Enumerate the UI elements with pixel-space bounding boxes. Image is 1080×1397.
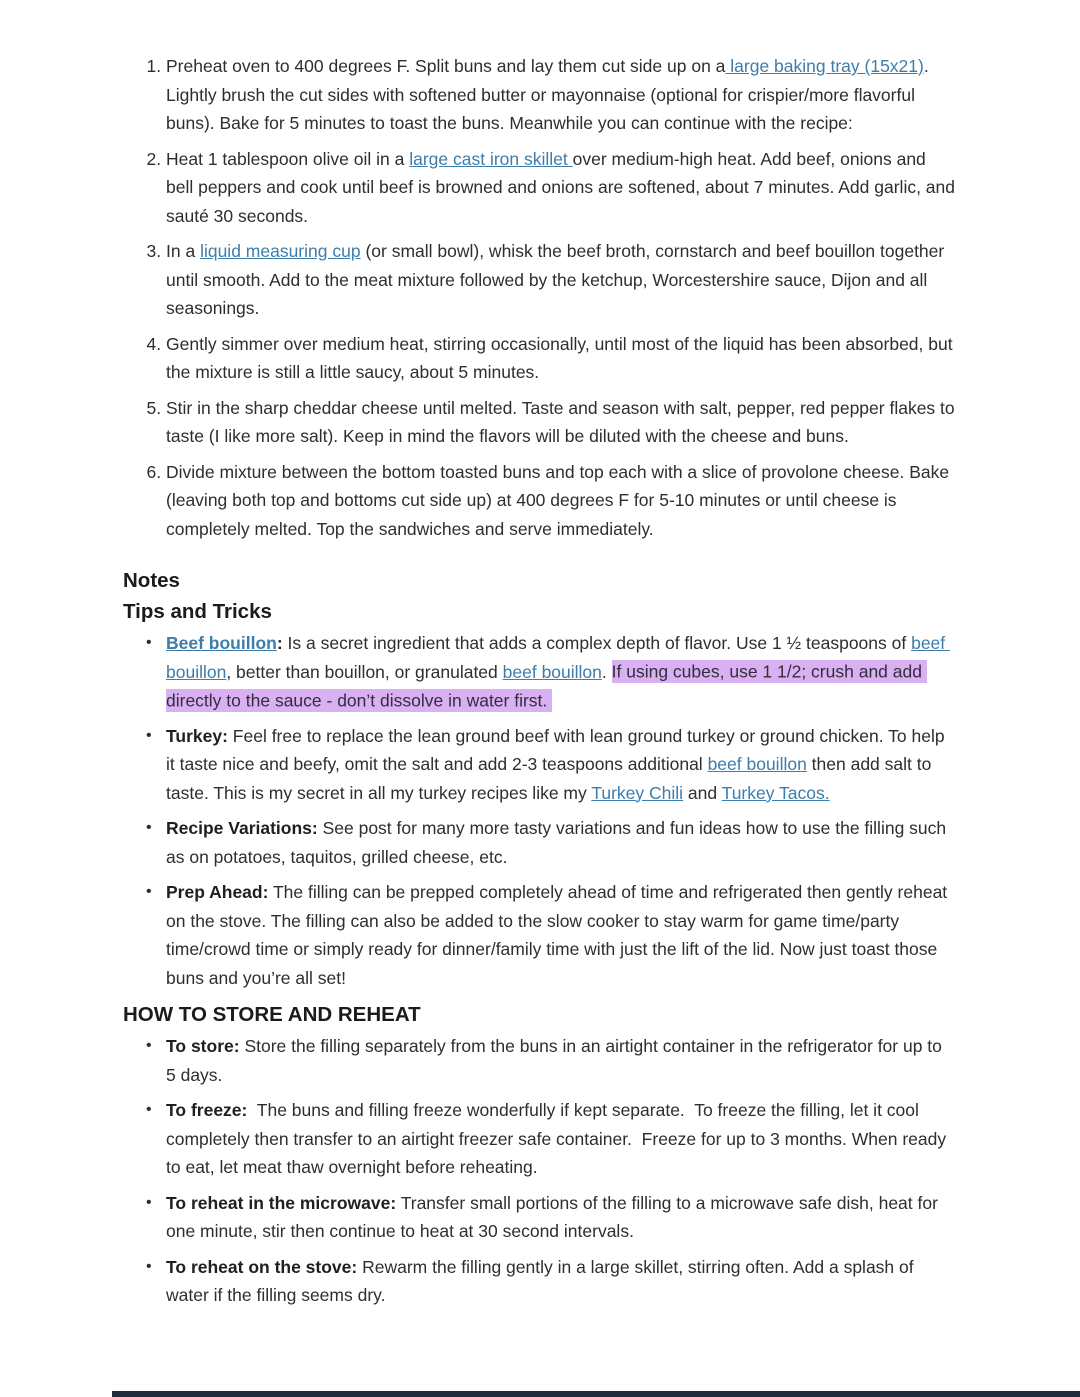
text-segment: To reheat in the microwave:	[166, 1192, 397, 1213]
text-segment: Prep Ahead:	[166, 882, 269, 902]
storage-item	[166, 1096, 955, 1182]
text-segment: .	[601, 661, 612, 682]
text-segment: Store the filling separately from the buns in an airtight container in the refrigerator for up to 5 days.	[166, 1036, 947, 1085]
link-turkey-tacos[interactable]: Turkey Tacos.	[721, 782, 830, 803]
link-beef-bouillon[interactable]: beef bouillon	[502, 661, 602, 682]
text-segment: Rewarm the filling gently in a large skillet, stirring often. Add a splash of water if the filling seems dry.	[166, 1256, 919, 1305]
storage-item	[166, 1189, 955, 1246]
text-segment: To store:	[166, 1036, 240, 1056]
instruction-step	[166, 145, 960, 231]
instruction-step	[166, 52, 955, 138]
link-turkey-chili[interactable]: Turkey Chili	[591, 782, 684, 803]
text-segment: (or small bowl), whisk the beef broth, cornstarch and beef bouillon together until smooth. Add to the meat mixture followed by the ketchup, Worcestershire sauce, Dijon and all seasonings.	[166, 241, 950, 318]
text-segment: Gently simmer over medium heat, stirring occasionally, until most of the liquid has been absorbed, but the mixture is still a little saucy, about 5 minutes.	[166, 333, 958, 382]
text-segment: Is a secret ingredient that adds a complex depth of flavor. Use 1 ½ teaspoons of	[282, 633, 912, 653]
instruction-step	[166, 394, 960, 451]
text-segment: then add salt to taste. This is my secret in all my turkey recipes like my	[166, 754, 937, 803]
link-beef-bouillon[interactable]: beef bouillon	[707, 754, 807, 774]
text-segment: To freeze:	[166, 1100, 248, 1120]
partial-footer-bar	[112, 1391, 1080, 1397]
text-segment: Transfer small portions of the filling to a microwave safe dish, heat for one minute, stir then continue to heat at 30 second intervals.	[166, 1192, 943, 1241]
instruction-step	[166, 458, 955, 544]
notes-heading: Notes	[123, 569, 180, 592]
text-segment: over medium-high heat. Add beef, onions and bell peppers and cook until beef is browned and onions are softened, about 7 minutes. Add garlic, and sauté 30 seconds.	[166, 148, 960, 226]
link-beef-bouillon[interactable]: Beef bouillon	[166, 633, 277, 653]
highlighted-text: If using cubes, use 1 1/2; crush and add directly to the sauce - don’t dissolve in water first.	[166, 661, 927, 710]
storage-item	[166, 1253, 955, 1310]
storage-item	[166, 1032, 955, 1089]
text-segment: . Lightly brush the cut sides with softened butter or mayonnaise (optional for crispier/more flavorful buns). Bake for 5 minutes to toast the buns. Meanwhile you can continue with the recipe:	[166, 56, 934, 133]
text-segment: Preheat oven to 400 degrees F. Split buns and lay them cut side up on a	[166, 56, 726, 76]
storage-list	[123, 1032, 955, 1310]
text-segment: The buns and filling freeze wonderfully if kept separate. To freeze the filling, let it cool completely then transfer to an airtight freezer safe container. Freeze for up to 3 months. When ready to eat, let meat thaw overnight before reheating.	[166, 1100, 952, 1177]
instruction-step	[166, 330, 958, 387]
tip-item	[166, 629, 955, 715]
text-segment: The filling can be prepped completely ahead of time and refrigerated then gently reheat on the stove. The filling can also be added to the slow cooker to stay warm for game time/party time/crowd time or simply ready for dinner/family time with just the lift of the lid. Now just toast those buns and you’re all set!	[166, 882, 953, 988]
text-segment: Recipe Variations:	[166, 818, 318, 838]
text-segment: :	[276, 633, 283, 653]
instruction-step	[166, 237, 955, 323]
tip-item	[166, 722, 955, 808]
link-large-baking-tray-15x21[interactable]: large baking tray (15x21)	[725, 56, 924, 76]
tip-item	[166, 878, 955, 992]
text-segment: Feel free to replace the lean ground beef with lean ground turkey or ground chicken. To help it taste nice and beefy, omit the salt and add 2-3 teaspoons additional	[166, 725, 950, 774]
tips-list	[123, 629, 955, 992]
text-segment: See post for many more tasty variations and fun ideas how to use the filling such as on potatoes, taquitos, grilled cheese, etc.	[166, 818, 952, 867]
text-segment: Heat 1 tablespoon olive oil in a	[166, 148, 410, 169]
instructions-list	[123, 52, 960, 543]
text-segment: , better than bouillon, or granulated	[226, 661, 503, 682]
link-liquid-measuring-cup[interactable]: liquid measuring cup	[200, 241, 361, 261]
link-large-cast-iron-skillet[interactable]: large cast iron skillet	[409, 148, 573, 169]
text-segment: In a	[166, 241, 201, 261]
tips-and-tricks-heading: Tips and Tricks	[123, 600, 272, 623]
how-to-store-heading: HOW TO STORE AND REHEAT	[123, 1003, 421, 1026]
text-segment: Turkey:	[166, 725, 228, 746]
text-segment: To reheat on the stove:	[166, 1256, 358, 1277]
text-segment: and	[683, 782, 722, 803]
text-segment: Stir in the sharp cheddar cheese until melted. Taste and season with salt, pepper, red pepper flakes to taste (I like more salt). Keep in mind the flavors will be diluted with the cheese and buns.	[166, 397, 960, 446]
tip-item	[166, 814, 955, 871]
text-segment: Divide mixture between the bottom toasted buns and top each with a slice of provolone cheese. Bake (leaving both top and bottoms cut side up) at 400 degrees F for 5-10 minutes or until cheese is completely melted. Top the sandwiches and serve immediately.	[166, 461, 954, 539]
link-beef-bouillon[interactable]: beef bouillon	[166, 633, 951, 682]
